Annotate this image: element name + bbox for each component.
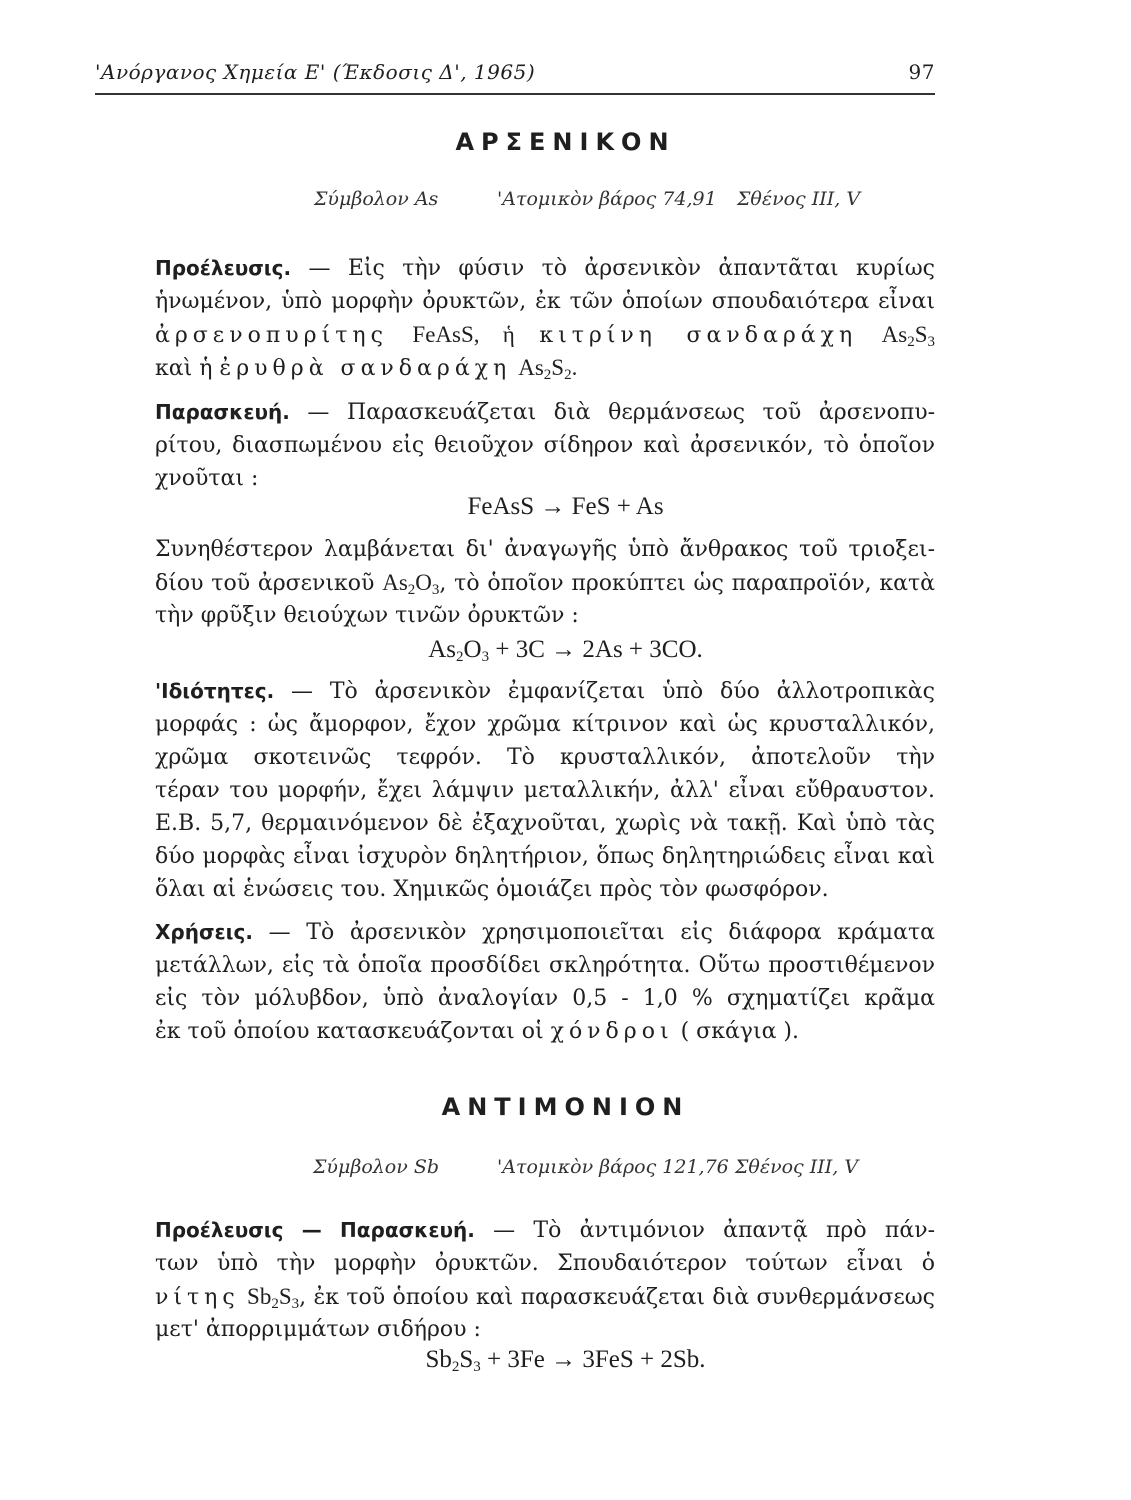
- running-header: [95, 60, 935, 90]
- origin-heading: Προέλευσις.: [155, 256, 292, 280]
- text-line: [155, 1247, 935, 1280]
- formula: $As_2S_3$: [881, 322, 935, 350]
- formula-part: + 3Fe → 3FeS + 2Sb.: [487, 1346, 706, 1373]
- text-line: [155, 807, 935, 840]
- equation-3: $Sb_2S_3 + 3Fe \to 3FeS + 2Sb$.: [425, 1346, 706, 1375]
- text-run: — Τὸ ἀντιμόνιον ἀπαντᾷ πρὸ πάν-: [493, 1218, 935, 1243]
- subscript: 3: [473, 1359, 481, 1375]
- uses-heading: Χρήσεις.: [155, 920, 253, 944]
- text-run: ἡνωμένον, ὑπὸ μορφὴν ὀρυκτῶν, ἐκ τῶν ὁποίων σπουδαιότερα εἶναι: [155, 289, 935, 314]
- text-line: [155, 741, 935, 774]
- text-run: — Παρασκευάζεται διὰ θερμάνσεως τοῦ ἀρσενοπυ-: [307, 400, 935, 425]
- text-line: [155, 1280, 935, 1313]
- text-line: [155, 566, 935, 599]
- text-run: — Εἰς τὴν φύσιν τὸ ἀρσενικὸν ἀπαντᾶται κυρίως: [308, 256, 935, 281]
- arsenic-prep2-paragraph: [155, 533, 935, 632]
- subscript: 2: [907, 334, 915, 350]
- subscript: 3: [927, 334, 935, 350]
- subscript: 2: [456, 649, 464, 665]
- dash: —: [301, 1218, 322, 1242]
- text-run: μετ' ἀπορριμμάτων σιδήρου :: [155, 1317, 481, 1342]
- book-title: 'Ανόργανος Χημεία Ε' (Έκδοσις Δ', 1965): [95, 60, 536, 84]
- text-run: χρῶμα σκοτεινῶς τεφρόν. Τὸ κρυσταλλικόν, ἀποτελοῦν τὴν: [155, 745, 935, 770]
- arsenic-atomic-weight: 'Ατομικὸν βάρος 74,91: [497, 188, 717, 210]
- text-line: [155, 873, 935, 906]
- text-run: χνοῦται :: [155, 466, 259, 491]
- page-number: 97: [908, 60, 935, 84]
- text-run: δύο μορφὰς εἶναι ἰσχυρὸν δηλητήριον, ὅπως δηλητηριώδεις εἶναι καὶ: [155, 844, 935, 869]
- text-line: [155, 1214, 935, 1247]
- formula: $Sb_2S_3$: [247, 1284, 300, 1312]
- antimony-valence: Σθένος III, V: [735, 1156, 859, 1178]
- text-line: [155, 949, 935, 982]
- antimony-paragraph: [155, 1214, 935, 1346]
- arsenic-origin-paragraph: [155, 252, 935, 384]
- text-line: [155, 351, 935, 384]
- formula: FeAsS, ἡ: [412, 322, 515, 347]
- text-run: τέραν του μορφήν, ἔχει λάμψιν μεταλλικήν, ἀλλ' εἶναι εὔθραυστον.: [155, 778, 935, 803]
- properties-heading: 'Ιδιότητες.: [155, 679, 275, 703]
- antimony-symbol: Σύμβολον Sb: [313, 1156, 440, 1178]
- text-run: , τὸ ὁποῖον προκύπτει ὡς παραπροϊόν, κατὰ: [439, 571, 935, 596]
- text-run: καὶ ἡ: [155, 356, 213, 381]
- equation-2: $As_2O_3 + 3C \to 2As + 3CO$.: [428, 636, 703, 665]
- text-line: [155, 774, 935, 807]
- mineral-arsenopyrite: ἀρσενοπυρίτης: [155, 323, 388, 348]
- text-line: [155, 1313, 935, 1346]
- formula: $As_2S_2$.: [518, 355, 578, 383]
- prep-heading: Παρασκευή.: [155, 400, 290, 424]
- subscript: 2: [543, 367, 552, 383]
- text-line: [155, 982, 935, 1015]
- arsenic-meta: [0, 188, 1131, 218]
- subscript: 3: [431, 582, 440, 598]
- text-line: [155, 1015, 935, 1048]
- arsenic-valence: Σθένος III, V: [737, 188, 861, 210]
- text-run: δίου τοῦ ἀρσενικοῦ: [155, 571, 375, 596]
- subscript: 3: [481, 649, 490, 665]
- text-line: [155, 318, 935, 351]
- arsenic-prep-paragraph: [155, 396, 935, 495]
- text-line: [155, 429, 935, 462]
- text-line: [155, 708, 935, 741]
- header-rule: [95, 93, 935, 95]
- formula-part: As: [518, 355, 544, 380]
- formula-part: As: [881, 322, 908, 347]
- arsenic-uses-paragraph: [155, 916, 935, 1048]
- text-run: ρίτου, διασπωμένου εἰς θειοῦχον σίδηρον καὶ ἀρσενικόν, τὸ ὁποῖον: [155, 433, 935, 458]
- text-line: [155, 840, 935, 873]
- text-run: , ἐκ τοῦ ὁποίου καὶ παρασκευάζεται διὰ συνθερμάνσεως: [299, 1285, 935, 1310]
- formula-part: Sb: [425, 1346, 452, 1373]
- text-line: [155, 396, 935, 429]
- formula-part: Sb: [247, 1284, 272, 1309]
- text-line: [155, 462, 935, 495]
- text-run: μετάλλων, εἰς τὰ ὁποῖα προσδίδει σκληρότητα. Οὕτω προστιθέμενον: [155, 953, 935, 978]
- text-run: — Τὸ ἀρσενικὸν χρησιμοποιεῖται εἰς διάφορα κράματα: [268, 920, 935, 945]
- text-line: [155, 916, 935, 949]
- subscript: 3: [291, 1296, 300, 1312]
- term-shot: χόνδροι: [550, 1019, 674, 1044]
- arsenic-properties-paragraph: [155, 675, 935, 906]
- antimony-atomic-weight: 'Ατομικὸν βάρος 121,76: [497, 1156, 729, 1178]
- subscript: 2: [564, 367, 572, 383]
- subscript: 2: [451, 1359, 460, 1375]
- antimony-meta: [0, 1156, 1131, 1186]
- mineral-realgar: ἐρυθρὰ σανδαράχη: [219, 356, 512, 381]
- formula-part: As: [428, 636, 457, 663]
- text-run: τὴν φρῦξιν θειούχων τινῶν ὀρυκτῶν :: [155, 603, 579, 628]
- text-run: των ὑπὸ τὴν μορφὴν ὀρυκτῶν. Σπουδαιότερον τούτων εἶναι ὁ: [155, 1251, 935, 1276]
- text-line: [155, 599, 935, 632]
- mineral-orpiment: κιτρίνη σανδαράχη: [539, 323, 858, 348]
- section-title-antimony: ΑΝΤΙΜΟΝΙΟΝ: [441, 1093, 690, 1121]
- text-line: [155, 675, 935, 708]
- subscript: 2: [407, 582, 416, 598]
- section-title-arsenic: ΑΡΣΕΝΙΚΟΝ: [455, 128, 676, 156]
- text-run: εἰς τὸν μόλυβδον, ὑπὸ ἀναλογίαν 0,5 - 1,0 % σχηματίζει κρᾶμα: [155, 986, 935, 1011]
- text-run: ὅλαι αἱ ἑνώσεις του. Χημικῶς ὁμοιάζει πρὸς τὸν φωσφόρον.: [155, 877, 829, 902]
- text-run: — Τὸ ἀρσενικὸν ἐμφανίζεται ὑπὸ δύο ἀλλοτροπικὰς: [291, 679, 935, 704]
- arsenic-symbol: Σύμβολον As: [314, 188, 439, 210]
- equation-1: FeAsS → FeS + As: [467, 493, 664, 520]
- mineral-stibnite-end: νίτης: [155, 1285, 240, 1310]
- text-line: [155, 533, 935, 566]
- text-run: Συνηθέστερον λαμβάνεται δι' ἀναγωγῆς ὑπὸ ἄνθρακος τοῦ τριοξει-: [155, 537, 935, 562]
- formula: $As_2O_3$: [382, 570, 440, 598]
- subscript: 2: [271, 1296, 279, 1312]
- formula-part: As: [382, 570, 408, 595]
- text-run: Ε.Β. 5,7, θερμαινόμενον δὲ ἐξαχνοῦται, χωρὶς νὰ τακῇ. Καὶ ὑπὸ τὰς: [155, 811, 935, 836]
- prep-heading: Παρασκευή.: [340, 1218, 475, 1242]
- origin-heading: Προέλευσις: [155, 1218, 284, 1242]
- text-line: [155, 252, 935, 285]
- text-run: μορφάς : ὡς ἄμορφον, ἔχον χρῶμα κίτρινον καὶ ὡς κρυσταλλικόν,: [155, 712, 935, 737]
- text-run: ( σκάγια ).: [680, 1019, 800, 1044]
- text-run: ἐκ τοῦ ὁποίου κατασκευάζονται οἱ: [155, 1019, 544, 1044]
- text-line: [155, 285, 935, 318]
- formula-part: + 3C → 2As + 3CO.: [495, 636, 703, 663]
